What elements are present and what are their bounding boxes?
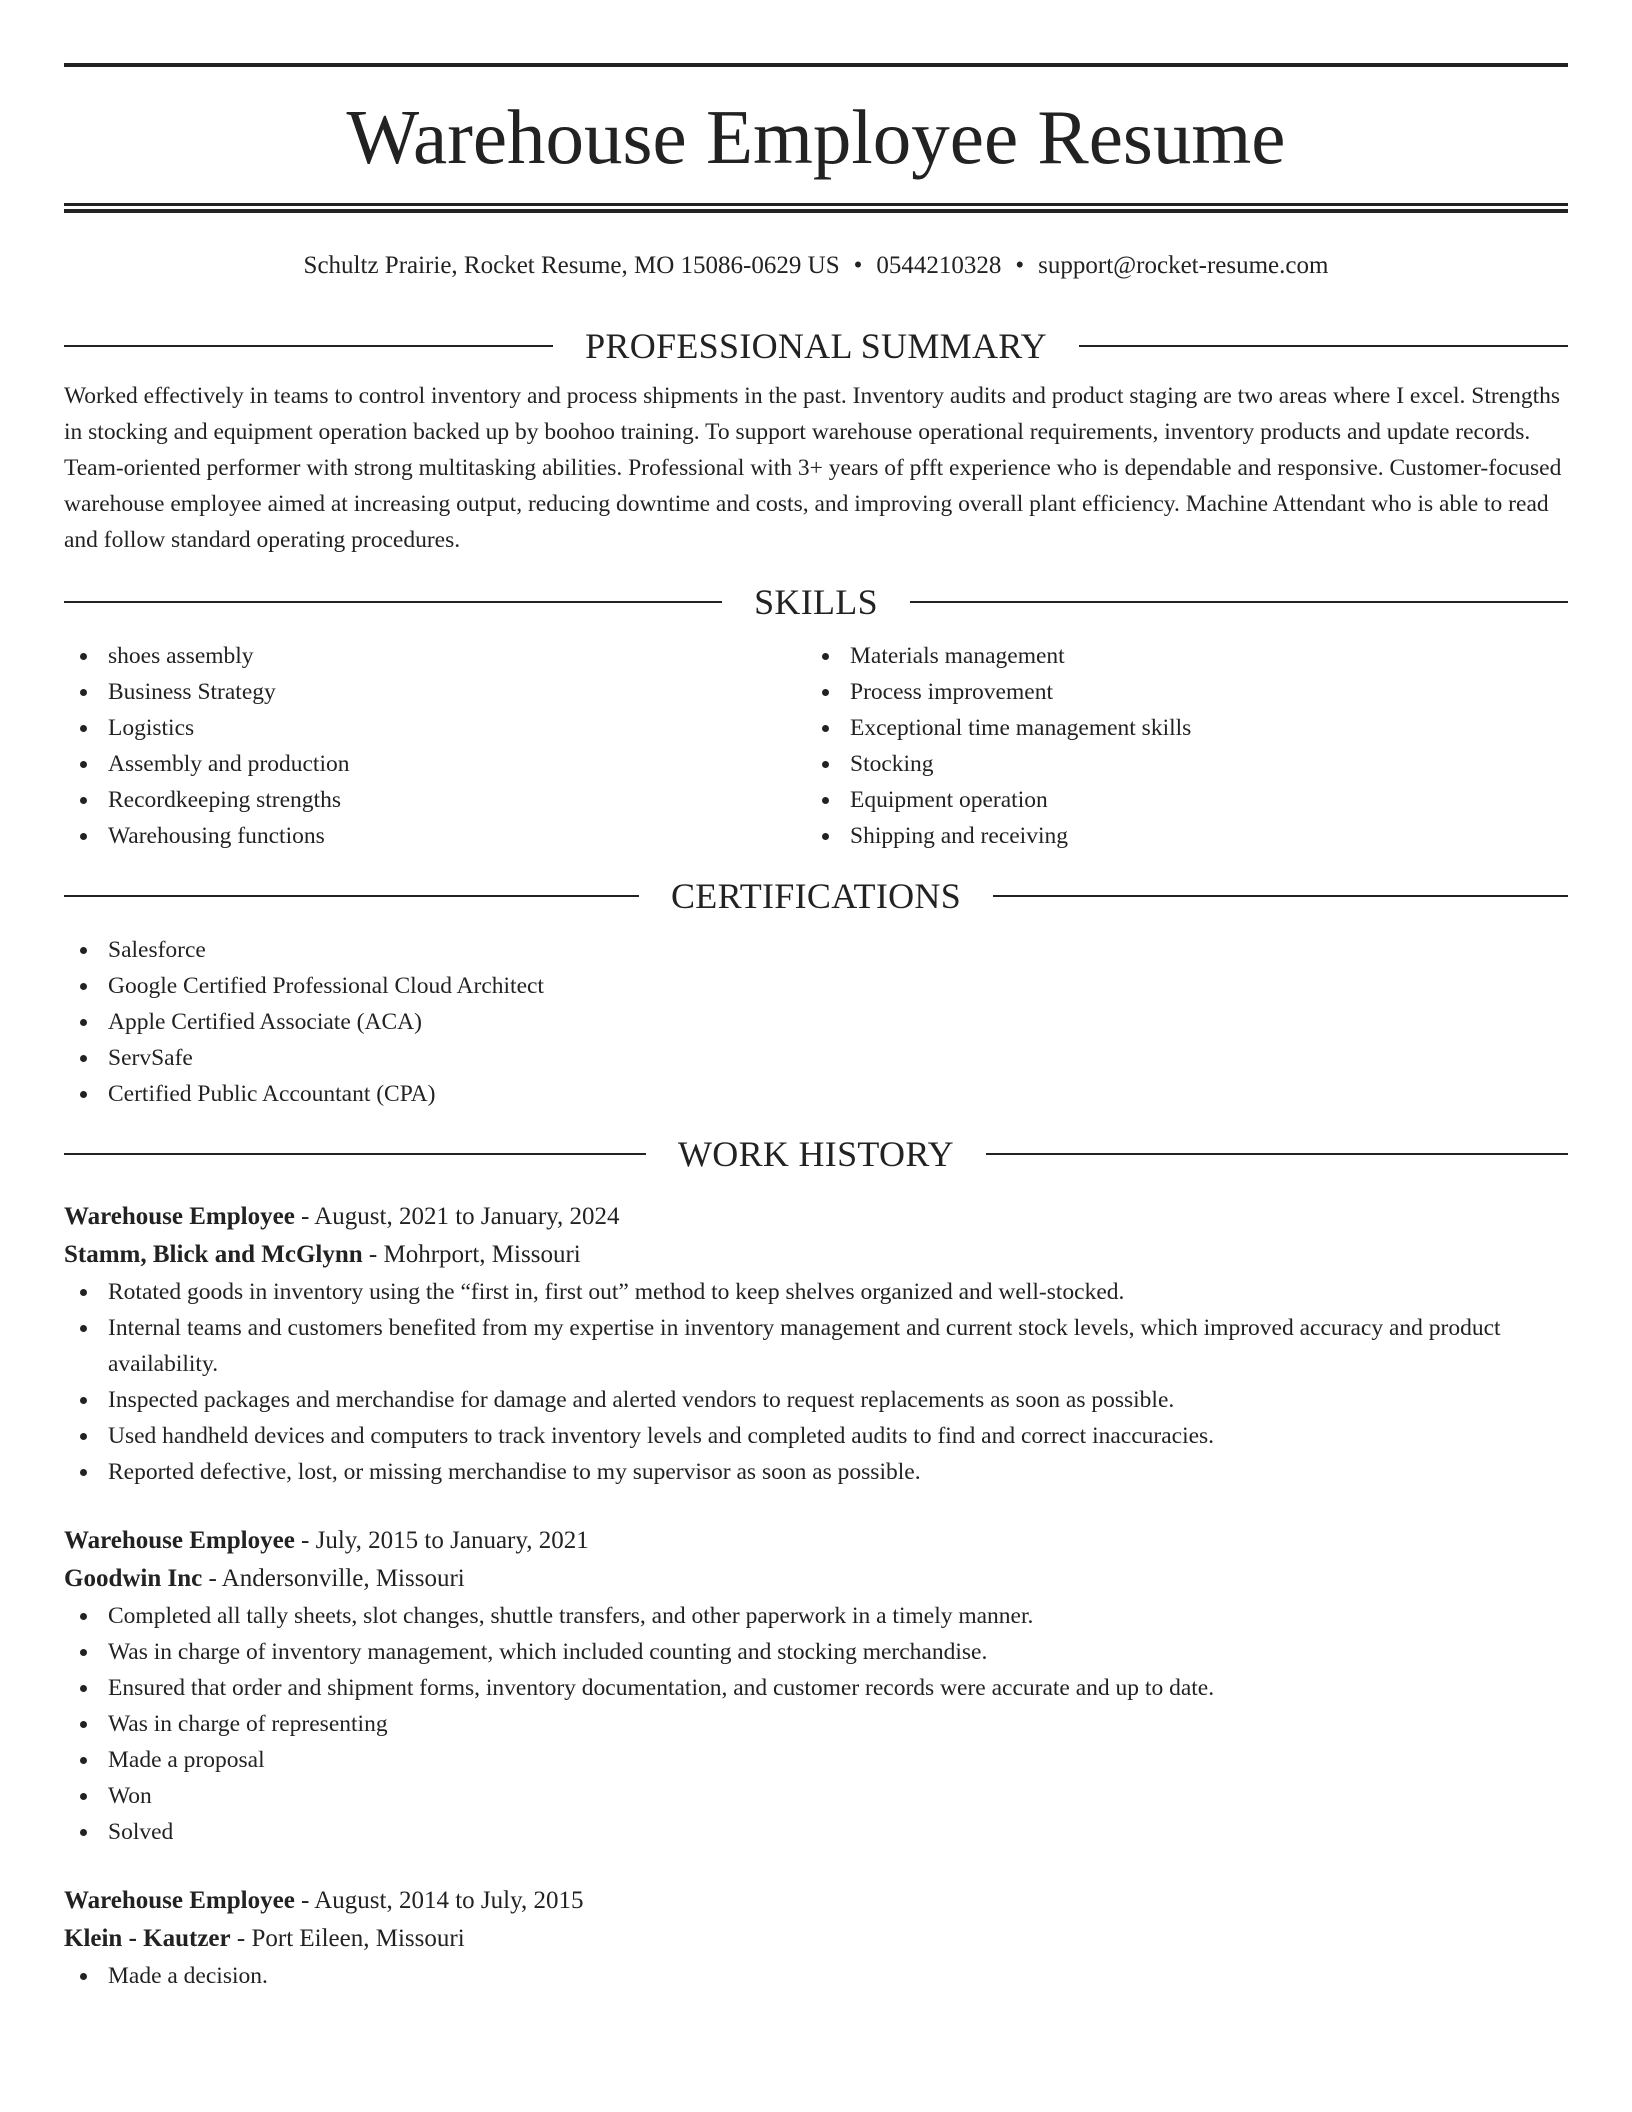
job-bullet: Used handheld devices and computers to track inventory levels and completed audits to find and correct inaccuracies. <box>64 1418 1568 1454</box>
section-header-work-history <box>64 1134 1568 1174</box>
section-rule-left <box>64 1153 646 1155</box>
section-header-certifications <box>64 876 1568 916</box>
section-title: PROFESSIONAL SUMMARY <box>585 326 1047 366</box>
job-bullet: Made a proposal <box>64 1742 1568 1778</box>
skill-item: Equipment operation <box>806 782 1548 818</box>
job-title-line <box>64 1522 1568 1560</box>
skill-item: Assembly and production <box>64 746 806 782</box>
job-title-line <box>64 1882 1568 1920</box>
job-bullet: Made a decision. <box>64 1958 1568 1994</box>
job-company-line <box>64 1236 1568 1274</box>
section-rule-right <box>1079 345 1568 347</box>
skill-item: Shipping and receiving <box>806 818 1548 854</box>
skill-item: Business Strategy <box>64 674 806 710</box>
certification-item: Google Certified Professional Cloud Architect <box>64 968 1568 1004</box>
skill-item: shoes assembly <box>64 638 806 674</box>
section-header-summary <box>64 326 1568 366</box>
job-company-line <box>64 1560 1568 1598</box>
section-rule-right <box>910 601 1568 603</box>
certification-item: Apple Certified Associate (ACA) <box>64 1004 1568 1040</box>
job-title: Warehouse Employee <box>64 1527 295 1554</box>
contact-line <box>64 250 1568 282</box>
job-location: - Port Eileen, Missouri <box>230 1925 465 1952</box>
top-rule <box>64 63 1568 67</box>
job-dates: - August, 2021 to January, 2024 <box>294 1203 620 1230</box>
certification-item: ServSafe <box>64 1040 1568 1076</box>
job-title: Warehouse Employee <box>64 1203 295 1230</box>
skill-item: Process improvement <box>806 674 1548 710</box>
job-company: Klein - Kautzer <box>64 1925 231 1952</box>
title-double-rule <box>64 203 1568 213</box>
job-company-line <box>64 1920 1568 1958</box>
certification-item: Salesforce <box>64 932 1568 968</box>
job-dates: - July, 2015 to January, 2021 <box>294 1527 589 1554</box>
job-title-line <box>64 1198 1568 1236</box>
job-bullets <box>64 1274 1568 1490</box>
resume-content <box>64 0 1568 1994</box>
job-bullets <box>64 1958 1568 1994</box>
job-bullet: Won <box>64 1778 1568 1814</box>
section-rule-left <box>64 895 639 897</box>
job-bullet: Rotated goods in inventory using the “first in, first out” method to keep shelves organized and well-stocked. <box>64 1274 1568 1310</box>
section-rule-left <box>64 345 553 347</box>
job-location: - Andersonville, Missouri <box>202 1565 465 1592</box>
job-bullet: Reported defective, lost, or missing merchandise to my supervisor as soon as possible. <box>64 1454 1568 1490</box>
job-bullet: Ensured that order and shipment forms, inventory documentation, and customer records were accurate and up to date. <box>64 1670 1568 1706</box>
contact-separator: • <box>853 252 863 279</box>
section-rule-right <box>993 895 1568 897</box>
contact-separator: • <box>1015 252 1025 279</box>
skill-item: Stocking <box>806 746 1548 782</box>
contact-email: support@rocket-resume.com <box>1038 252 1329 279</box>
skill-item: Warehousing functions <box>64 818 806 854</box>
section-rule-right <box>986 1153 1568 1155</box>
section-header-skills <box>64 582 1568 622</box>
skill-item: Logistics <box>64 710 806 746</box>
job-entry <box>64 1882 1568 1994</box>
job-company: Stamm, Blick and McGlynn <box>64 1241 363 1268</box>
job-bullet: Was in charge of representing <box>64 1706 1568 1742</box>
job-bullets <box>64 1598 1568 1850</box>
skill-item: Materials management <box>806 638 1548 674</box>
section-title: SKILLS <box>754 582 878 622</box>
job-company: Goodwin Inc <box>64 1565 203 1592</box>
summary-text: Worked effectively in teams to control inventory and process shipments in the past. Inventory audits and product staging are two areas where I excel. Strengths in stocking and equipment operation backed up by boohoo training. To support warehouse operational requirements, inventory products and update records. Team-oriented performer with strong multitasking abilities. Professional with 3+ years of pfft experience who is dependable and responsive. Customer-focused warehouse employee aimed at increasing output, reducing downtime and costs, and improving overall plant efficiency. Machine Attendant who is able to read and follow standard operating procedures. <box>64 383 1562 553</box>
job-entry <box>64 1522 1568 1850</box>
job-title: Warehouse Employee <box>64 1887 295 1914</box>
job-bullet: Internal teams and customers benefited from my expertise in inventory management and current stock levels, which improved accuracy and product availability. <box>64 1310 1568 1382</box>
skills-left-list <box>64 638 806 854</box>
skill-item: Recordkeeping strengths <box>64 782 806 818</box>
skills-grid <box>64 638 1568 854</box>
section-title: CERTIFICATIONS <box>670 876 962 916</box>
contact-address: Schultz Prairie, Rocket Resume, MO 15086-0629 US <box>303 252 840 279</box>
resume-title: Warehouse Employee Resume <box>346 94 1286 180</box>
job-bullet: Was in charge of inventory management, which included counting and stocking merchandise. <box>64 1634 1568 1670</box>
contact-phone: 0544210328 <box>876 252 1002 279</box>
job-bullet: Solved <box>64 1814 1568 1850</box>
job-entry <box>64 1198 1568 1490</box>
section-title: WORK HISTORY <box>678 1134 954 1174</box>
certifications-list <box>64 932 1568 1112</box>
job-bullet: Inspected packages and merchandise for damage and alerted vendors to request replacements as soon as possible. <box>64 1382 1568 1418</box>
section-rule-left <box>64 601 722 603</box>
job-location: - Mohrport, Missouri <box>362 1241 581 1268</box>
skill-item: Exceptional time management skills <box>806 710 1548 746</box>
skills-right-list <box>806 638 1548 854</box>
certification-item: Certified Public Accountant (CPA) <box>64 1076 1568 1112</box>
job-bullet: Completed all tally sheets, slot changes, shuttle transfers, and other paperwork in a timely manner. <box>64 1598 1568 1634</box>
job-dates: - August, 2014 to July, 2015 <box>294 1887 584 1914</box>
